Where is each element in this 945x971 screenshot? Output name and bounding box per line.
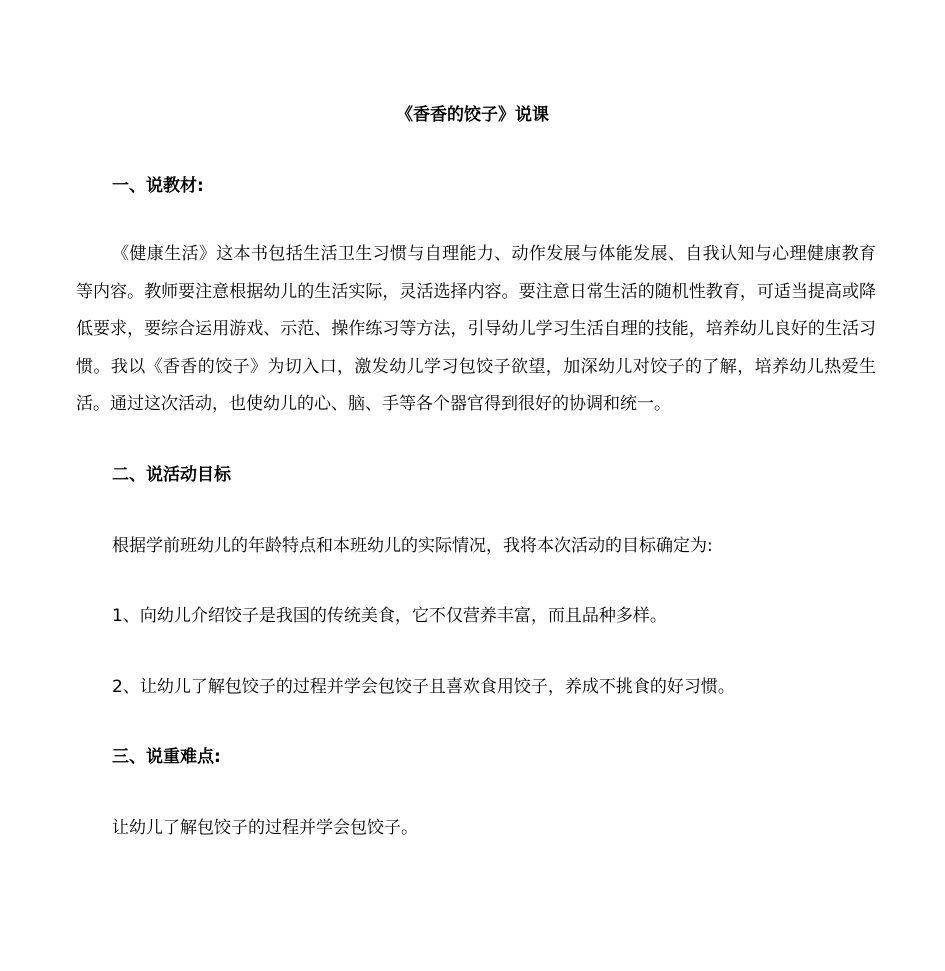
textbook-paragraph: 《健康生活》这本书包括生活卫生习惯与自理能力、动作发展与体能发展、自我认知与心理健康教育等内容。教师要注意根据幼儿的生活实际，灵活选择内容。要注意日常生活的随机性教育，可适当提高或降低要求，要综合运用游戏、示范、操作练习等方法，引导幼儿学习生活自理的技能，培养幼儿良好的生活习惯。我以《香香的饺子》为切入口，激发幼儿学习包饺子欲望，加深幼儿对饺子的了解，培养幼儿热爱生活。通过这次活动，也使幼儿的心、脑、手等各个器官得到很好的协调和统一。 [76,244,876,414]
section-heading-key-points: 三、说重难点: [112,747,221,767]
section-heading-goals: 二、说活动目标 [112,465,231,485]
key-points-text: 让幼儿了解包饺子的过程并学会包饺子。 [112,818,418,838]
goal-item-2: 2、让幼儿了解包饺子的过程并学会包饺子且喜欢食用饺子，养成不挑食的好习惯。 [112,677,735,697]
goal-item-1: 1、向幼儿介绍饺子是我国的传统美食，它不仅营养丰富，而且品种多样。 [112,606,667,626]
section-heading-textbook: 一、说教材: [112,176,204,196]
goals-intro: 根据学前班幼儿的年龄特点和本班幼儿的实际情况，我将本次活动的目标确定为: [112,536,713,556]
document-title: 《香香的饺子》说课 [396,105,549,125]
